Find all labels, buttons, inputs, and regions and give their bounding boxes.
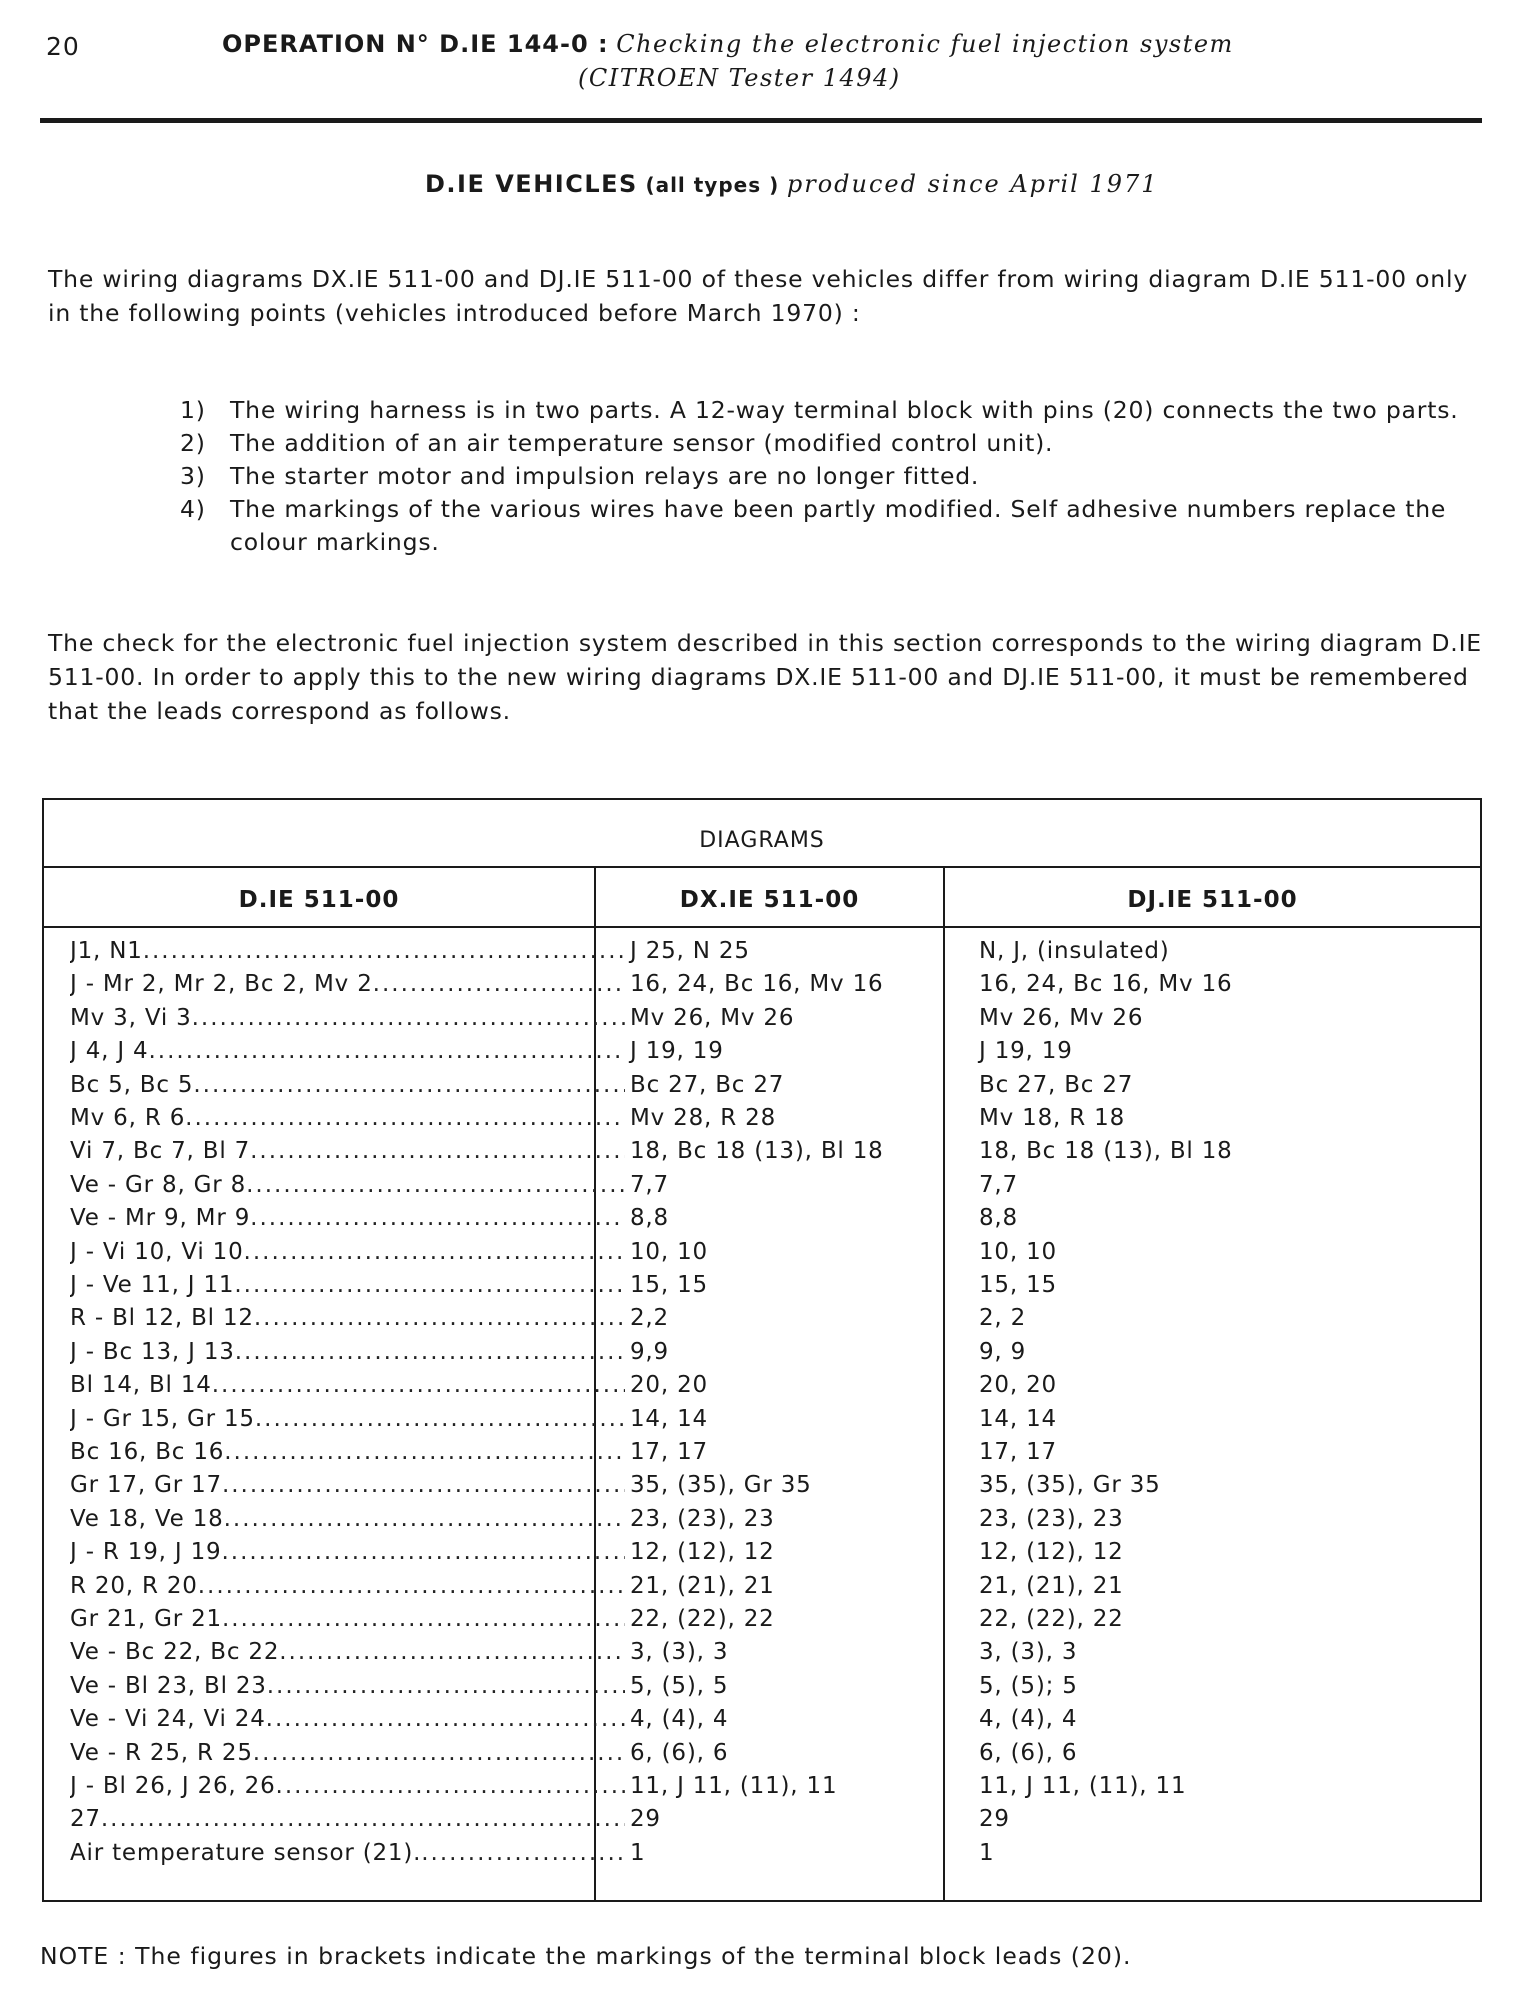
operation-title: Checking the electronic fuel injection system xyxy=(616,30,1234,58)
leader-dots xyxy=(222,1606,625,1632)
cell-djie: 5, (5); 5 xyxy=(979,1672,1078,1699)
cell-die xyxy=(70,1105,625,1131)
cell-dxie: 16, 24, Bc 16, Mv 16 xyxy=(630,971,884,998)
table-row xyxy=(44,1740,1480,1773)
cell-djie: 21, (21), 21 xyxy=(979,1572,1124,1599)
list-item xyxy=(180,460,1490,493)
leader-dots xyxy=(266,1706,625,1732)
cell-die-label: J1, N1 xyxy=(70,938,143,964)
table-row xyxy=(44,1105,1480,1138)
cell-dxie: 15, 15 xyxy=(630,1272,708,1298)
list-item-text: The starter motor and impulsion relays are no longer fitted. xyxy=(230,462,980,490)
table-row xyxy=(44,1272,1480,1305)
cell-die xyxy=(70,1305,625,1331)
cell-djie: 2, 2 xyxy=(979,1305,1027,1332)
cell-djie: 29 xyxy=(979,1806,1010,1833)
list-item-text: The markings of the various wires have been partly modified. Self adhesive numbers replace the colour markings. xyxy=(230,495,1447,556)
cell-die xyxy=(70,1806,625,1832)
cell-die-label: Bc 5, Bc 5 xyxy=(70,1071,194,1098)
cell-djie: 14, 14 xyxy=(979,1405,1057,1432)
cell-die-label: Ve - Mr 9, Mr 9 xyxy=(70,1205,251,1232)
cell-dxie: 12, (12), 12 xyxy=(630,1539,775,1566)
operation-subtitle: (CITROEN Tester 1494) xyxy=(578,64,901,92)
cell-die xyxy=(70,1472,625,1498)
section-heading-italic: produced since April 1971 xyxy=(786,170,1159,198)
leader-dots xyxy=(250,1205,625,1231)
cell-die xyxy=(70,1372,625,1398)
cell-djie: J 19, 19 xyxy=(979,1038,1073,1065)
cell-die-label: Bl 14, Bl 14 xyxy=(70,1372,212,1399)
cell-die-label: J - Vi 10, Vi 10 xyxy=(70,1238,244,1265)
cell-djie: 16, 24, Bc 16, Mv 16 xyxy=(979,971,1233,998)
cell-dxie: 14, 14 xyxy=(630,1405,708,1432)
cell-djie: 35, (35), Gr 35 xyxy=(979,1472,1161,1499)
table-row xyxy=(44,1339,1480,1372)
leader-dots xyxy=(224,1506,625,1532)
cell-dxie: 20, 20 xyxy=(630,1372,708,1399)
cell-die-label: Gr 17, Gr 17 xyxy=(70,1472,222,1499)
cell-djie: Bc 27, Bc 27 xyxy=(979,1071,1134,1098)
cell-die-label: J 4, J 4 xyxy=(70,1038,149,1065)
cell-die-label: J - R 19, J 19 xyxy=(70,1539,222,1566)
table-row xyxy=(44,971,1480,1004)
table-row xyxy=(44,1706,1480,1739)
leader-dots xyxy=(254,1305,625,1331)
cell-die xyxy=(70,1072,625,1098)
cell-die-label: Air temperature sensor (21). xyxy=(70,1839,422,1866)
cell-dxie: Mv 28, R 28 xyxy=(630,1105,777,1131)
cell-die xyxy=(70,1639,625,1665)
leader-dots xyxy=(222,1472,625,1498)
cell-dxie: 7,7 xyxy=(630,1171,669,1198)
cell-die xyxy=(70,971,625,997)
cell-die xyxy=(70,1406,625,1432)
column-header-djie: DJ.IE 511-00 xyxy=(945,868,1480,928)
list-item-text: The addition of an air temperature sensor (modified control unit). xyxy=(230,429,1054,457)
cell-dxie: 10, 10 xyxy=(630,1238,708,1265)
list-item-number: 1) xyxy=(180,396,206,424)
leader-dots xyxy=(212,1372,625,1398)
points-list xyxy=(180,394,1490,559)
table-row xyxy=(44,1172,1480,1205)
cell-djie: 12, (12), 12 xyxy=(979,1539,1124,1566)
leader-dots xyxy=(224,1439,625,1465)
column-header-dxie: DX.IE 511-00 xyxy=(596,868,943,928)
cell-dxie: 1 xyxy=(630,1839,646,1866)
list-item-text: The wiring harness is in two parts. A 12-way terminal block with pins (20) connects the two parts. xyxy=(230,396,1459,424)
cell-dxie: 23, (23), 23 xyxy=(630,1505,775,1532)
header-rule xyxy=(40,118,1482,123)
table-row xyxy=(44,1673,1480,1706)
list-item-number: 2) xyxy=(180,429,206,457)
cell-dxie: 5, (5), 5 xyxy=(630,1672,729,1699)
leader-dots xyxy=(235,1339,625,1365)
cell-die xyxy=(70,1773,625,1799)
cell-djie: 23, (23), 23 xyxy=(979,1505,1124,1532)
cell-die xyxy=(70,1239,625,1265)
cell-djie: 10, 10 xyxy=(979,1238,1057,1265)
cell-dxie: J 19, 19 xyxy=(630,1038,724,1065)
leader-dots xyxy=(373,971,625,997)
leader-dots xyxy=(276,1773,625,1799)
cell-djie: 8,8 xyxy=(979,1205,1018,1232)
cell-dxie: 18, Bc 18 (13), Bl 18 xyxy=(630,1138,884,1165)
cell-die-label: Ve - Vi 24, Vi 24 xyxy=(70,1706,266,1733)
list-item-number: 3) xyxy=(180,462,206,490)
cell-die xyxy=(70,1706,625,1732)
cell-djie: 3, (3), 3 xyxy=(979,1639,1078,1666)
table-row xyxy=(44,1038,1480,1071)
cell-die-label: Ve - Bl 23, Bl 23 xyxy=(70,1672,267,1699)
table-row xyxy=(44,1573,1480,1606)
table-row xyxy=(44,1606,1480,1639)
cell-die-label: 27 xyxy=(70,1806,101,1833)
cell-djie: 11, J 11, (11), 11 xyxy=(979,1773,1187,1799)
table-row xyxy=(44,1539,1480,1572)
leader-dots xyxy=(192,1005,625,1031)
cell-dxie: Bc 27, Bc 27 xyxy=(630,1071,785,1098)
leader-dots xyxy=(250,1138,625,1164)
cell-djie: 17, 17 xyxy=(979,1439,1057,1465)
cell-dxie: 6, (6), 6 xyxy=(630,1739,729,1766)
cell-dxie: 29 xyxy=(630,1806,661,1833)
cell-die-label: Vi 7, Bc 7, Bl 7 xyxy=(70,1138,251,1165)
table-row xyxy=(44,1406,1480,1439)
operation-heading xyxy=(222,30,1234,58)
table-row xyxy=(44,1138,1480,1171)
list-item xyxy=(180,493,1490,559)
leader-dots xyxy=(253,1740,625,1766)
leader-dots xyxy=(244,1239,625,1265)
cell-dxie: 4, (4), 4 xyxy=(630,1706,729,1733)
table-row xyxy=(44,1072,1480,1105)
table-row xyxy=(44,938,1480,971)
table-row xyxy=(44,1205,1480,1238)
leader-dots xyxy=(101,1806,625,1832)
page-number: 20 xyxy=(46,32,80,61)
cell-die xyxy=(70,1840,625,1866)
list-item xyxy=(180,394,1490,427)
cell-die-label: J - Bl 26, J 26, 26 xyxy=(70,1773,276,1799)
table-row xyxy=(44,1806,1480,1839)
leader-dots xyxy=(267,1673,625,1699)
cell-die-label: Ve - Gr 8, Gr 8 xyxy=(70,1171,247,1198)
cell-djie: Mv 18, R 18 xyxy=(979,1105,1126,1131)
cell-dxie: 8,8 xyxy=(630,1205,669,1232)
table-row xyxy=(44,1472,1480,1505)
cell-djie: 15, 15 xyxy=(979,1272,1057,1298)
section-heading-paren: (all types ) xyxy=(645,173,780,197)
cell-die xyxy=(70,1005,625,1031)
cell-die-label: J - Mr 2, Mr 2, Bc 2, Mv 2 xyxy=(70,971,373,998)
cell-die xyxy=(70,1038,625,1064)
cell-die xyxy=(70,1272,625,1298)
leader-dots xyxy=(143,938,625,964)
cell-dxie: J 25, N 25 xyxy=(630,938,750,964)
cell-djie: 7,7 xyxy=(979,1171,1018,1198)
cell-die-label: J - Gr 15, Gr 15 xyxy=(70,1405,255,1432)
leader-dots xyxy=(421,1840,625,1866)
cell-die-label: Mv 3, Vi 3 xyxy=(70,1004,192,1031)
column-header-die: D.IE 511-00 xyxy=(44,868,594,928)
cell-die-label: J - Bc 13, J 13 xyxy=(70,1338,235,1365)
cell-djie: Mv 26, Mv 26 xyxy=(979,1004,1144,1031)
footnote: NOTE : The figures in brackets indicate the markings of the terminal block leads (20). xyxy=(40,1942,1132,1970)
cell-die-label: R 20, R 20 xyxy=(70,1572,198,1599)
table-row xyxy=(44,1506,1480,1539)
cell-die-label: Ve - Bc 22, Bc 22 xyxy=(70,1639,280,1666)
cell-dxie: 17, 17 xyxy=(630,1439,708,1465)
cell-die xyxy=(70,1138,625,1164)
cell-die-label: R - Bl 12, Bl 12 xyxy=(70,1305,254,1332)
cell-die-label: Bc 16, Bc 16 xyxy=(70,1439,225,1465)
table-row xyxy=(44,1372,1480,1405)
check-paragraph: The check for the electronic fuel injection system described in this section corresponds to the wiring diagram D.IE 511-00. In order to apply this to the new wiring diagrams DX.IE 511-00 and DJ.IE 511-00, it must be remembered that the leads correspond as follows. xyxy=(48,629,1482,725)
cell-dxie: 9,9 xyxy=(630,1338,669,1365)
cell-die-label: Gr 21, Gr 21 xyxy=(70,1606,222,1632)
cell-die xyxy=(70,1172,625,1198)
cell-die-label: Ve 18, Ve 18 xyxy=(70,1505,224,1532)
cell-die xyxy=(70,1673,625,1699)
cell-djie: 22, (22), 22 xyxy=(979,1606,1124,1632)
table-title: DIAGRAMS xyxy=(44,800,1480,868)
cell-die xyxy=(70,1606,625,1632)
table-row xyxy=(44,1773,1480,1806)
table-row xyxy=(44,1639,1480,1672)
leader-dots xyxy=(198,1573,625,1599)
cell-die xyxy=(70,1439,625,1465)
cell-die-label: Mv 6, R 6 xyxy=(70,1105,186,1131)
cell-die xyxy=(70,938,625,964)
cell-die-label: J - Ve 11, J 11 xyxy=(70,1272,235,1298)
cell-dxie: 35, (35), Gr 35 xyxy=(630,1472,812,1499)
cell-die-label: Ve - R 25, R 25 xyxy=(70,1739,253,1766)
leader-dots xyxy=(255,1406,625,1432)
cell-djie: 1 xyxy=(979,1839,995,1866)
table-row xyxy=(44,1840,1480,1873)
cell-dxie: 22, (22), 22 xyxy=(630,1606,775,1632)
cell-die xyxy=(70,1339,625,1365)
operation-label: OPERATION N° D.IE 144-0 : xyxy=(222,30,609,58)
leader-dots xyxy=(279,1639,625,1665)
cell-die xyxy=(70,1740,625,1766)
cell-dxie: 21, (21), 21 xyxy=(630,1572,775,1599)
list-item-number: 4) xyxy=(180,495,206,523)
cell-djie: 6, (6), 6 xyxy=(979,1739,1078,1766)
table-row xyxy=(44,1305,1480,1338)
intro-paragraph: The wiring diagrams DX.IE 511-00 and DJ.IE 511-00 of these vehicles differ from wiring diagram D.IE 511-00 only in the following points (vehicles introduced before March 1970) : xyxy=(48,265,1469,327)
cell-djie: 18, Bc 18 (13), Bl 18 xyxy=(979,1138,1233,1165)
cell-djie: 20, 20 xyxy=(979,1372,1057,1399)
cell-die xyxy=(70,1205,625,1231)
cell-die xyxy=(70,1506,625,1532)
cell-djie: N, J, (insulated) xyxy=(979,938,1170,964)
table-row xyxy=(44,1439,1480,1472)
section-heading-bold: D.IE VEHICLES xyxy=(425,170,638,198)
cell-djie: 4, (4), 4 xyxy=(979,1706,1078,1733)
cell-dxie: 2,2 xyxy=(630,1305,669,1332)
leader-dots xyxy=(185,1105,625,1131)
cell-dxie: Mv 26, Mv 26 xyxy=(630,1004,795,1031)
cell-die xyxy=(70,1573,625,1599)
section-heading xyxy=(425,170,1159,198)
list-item xyxy=(180,427,1490,460)
leader-dots xyxy=(246,1172,625,1198)
leader-dots xyxy=(148,1038,625,1064)
cell-die xyxy=(70,1539,625,1565)
cell-dxie: 11, J 11, (11), 11 xyxy=(630,1773,838,1799)
table-row xyxy=(44,1005,1480,1038)
leader-dots xyxy=(193,1072,625,1098)
leader-dots xyxy=(221,1539,625,1565)
cell-dxie: 3, (3), 3 xyxy=(630,1639,729,1666)
lead-correspondence-table xyxy=(42,798,1482,1902)
cell-djie: 9, 9 xyxy=(979,1338,1027,1365)
leader-dots xyxy=(234,1272,625,1298)
table-row xyxy=(44,1239,1480,1272)
